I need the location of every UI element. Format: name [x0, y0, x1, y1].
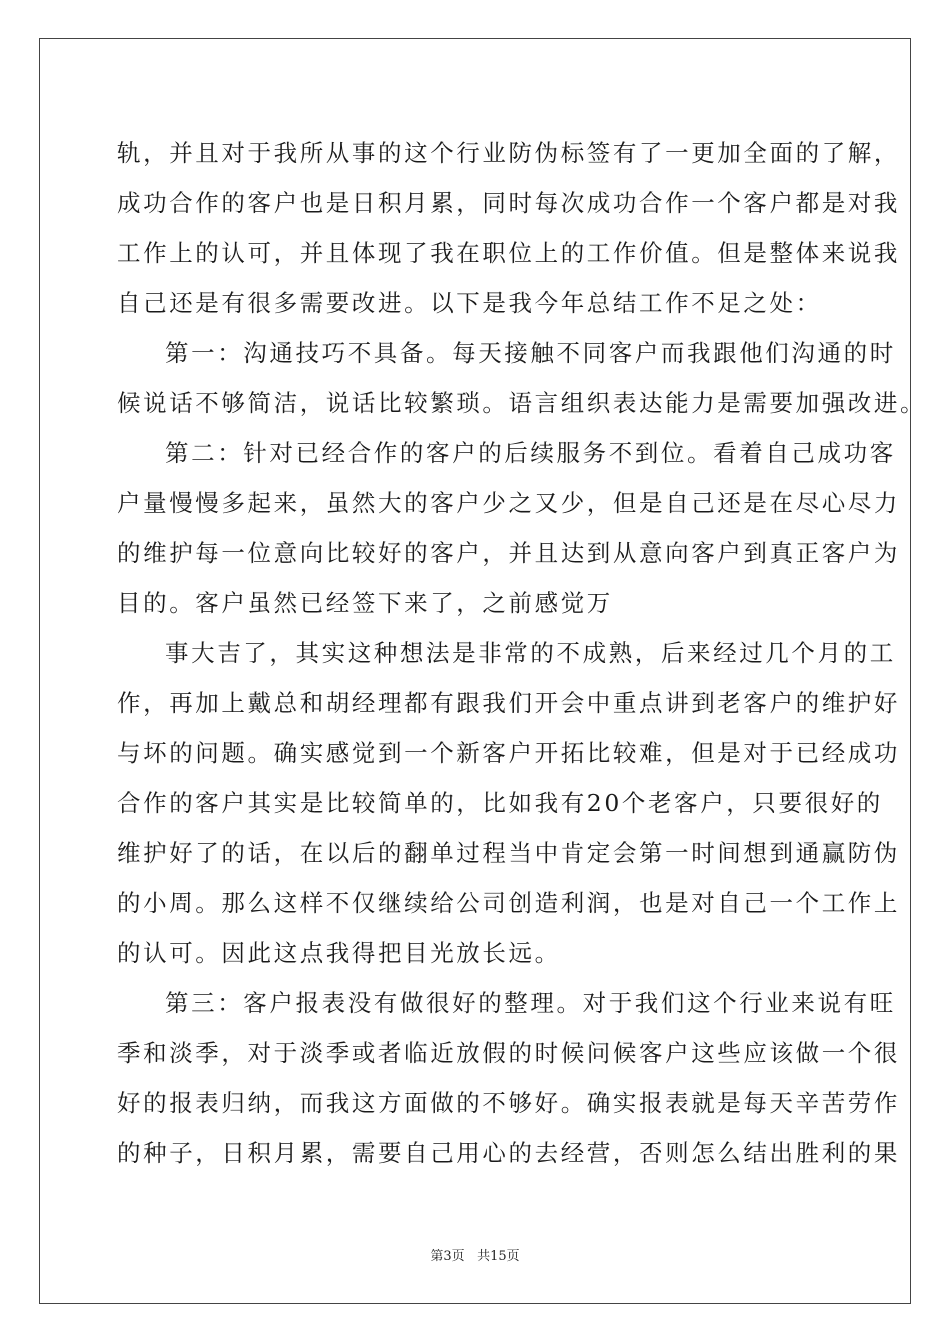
text-line: 工作上的认可，并且体现了我在职位上的工作价值。但是整体来说我: [117, 239, 900, 267]
text-line: 的小周。那么这样不仅继续给公司创造利润，也是对自己一个工作上: [117, 889, 900, 917]
text-line: 的维护每一位意向比较好的客户，并且达到从意向客户到真正客户为: [117, 539, 900, 567]
text-line: 第二：针对已经合作的客户的后续服务不到位。看着自己成功客: [165, 439, 896, 467]
text-line: 第一：沟通技巧不具备。每天接触不同客户而我跟他们沟通的时: [165, 339, 896, 367]
text-line: 与坏的问题。确实感觉到一个新客户开拓比较难，但是对于已经成功: [117, 739, 900, 767]
text-line: 轨，并且对于我所从事的这个行业防伪标签有了一更加全面的了解，: [117, 139, 900, 167]
page-total: 共15页: [477, 1249, 520, 1264]
text-line: 户量慢慢多起来，虽然大的客户少之又少，但是自己还是在尽心尽力: [117, 489, 900, 517]
text-line: 事大吉了，其实这种想法是非常的不成熟，后来经过几个月的工: [165, 639, 896, 667]
text-line: 目的。客户虽然已经签下来了，之前感觉万: [117, 589, 613, 617]
document-body: [117, 128, 927, 1178]
text-line: 的认可。因此这点我得把目光放长远。: [117, 939, 561, 967]
text-line: 自己还是有很多需要改进。以下是我今年总结工作不足之处：: [117, 289, 822, 317]
text-line: 季和淡季，对于淡季或者临近放假的时候问候客户这些应该做一个很: [117, 1039, 900, 1067]
text-line: 成功合作的客户也是日积月累，同时每次成功合作一个客户都是对我: [117, 189, 900, 217]
page-footer: [0, 1245, 950, 1264]
text-line: 维护好了的话，在以后的翻单过程当中肯定会第一时间想到通赢防伪: [117, 839, 900, 867]
text-line: 作，再加上戴总和胡经理都有跟我们开会中重点讲到老客户的维护好: [117, 689, 900, 717]
text-line: 候说话不够简洁，说话比较繁琐。语言组织表达能力是需要加强改进。: [117, 389, 927, 417]
text-line: 的种子，日积月累，需要自己用心的去经营，否则怎么结出胜利的果: [117, 1139, 900, 1167]
text-line: 合作的客户其实是比较简单的，比如我有20个老客户，只要很好的: [117, 789, 883, 817]
page-number: 第3页: [430, 1249, 465, 1264]
text-line: 第三：客户报表没有做很好的整理。对于我们这个行业来说有旺: [165, 989, 896, 1017]
text-line: 好的报表归纳，而我这方面做的不够好。确实报表就是每天辛苦劳作: [117, 1089, 900, 1117]
